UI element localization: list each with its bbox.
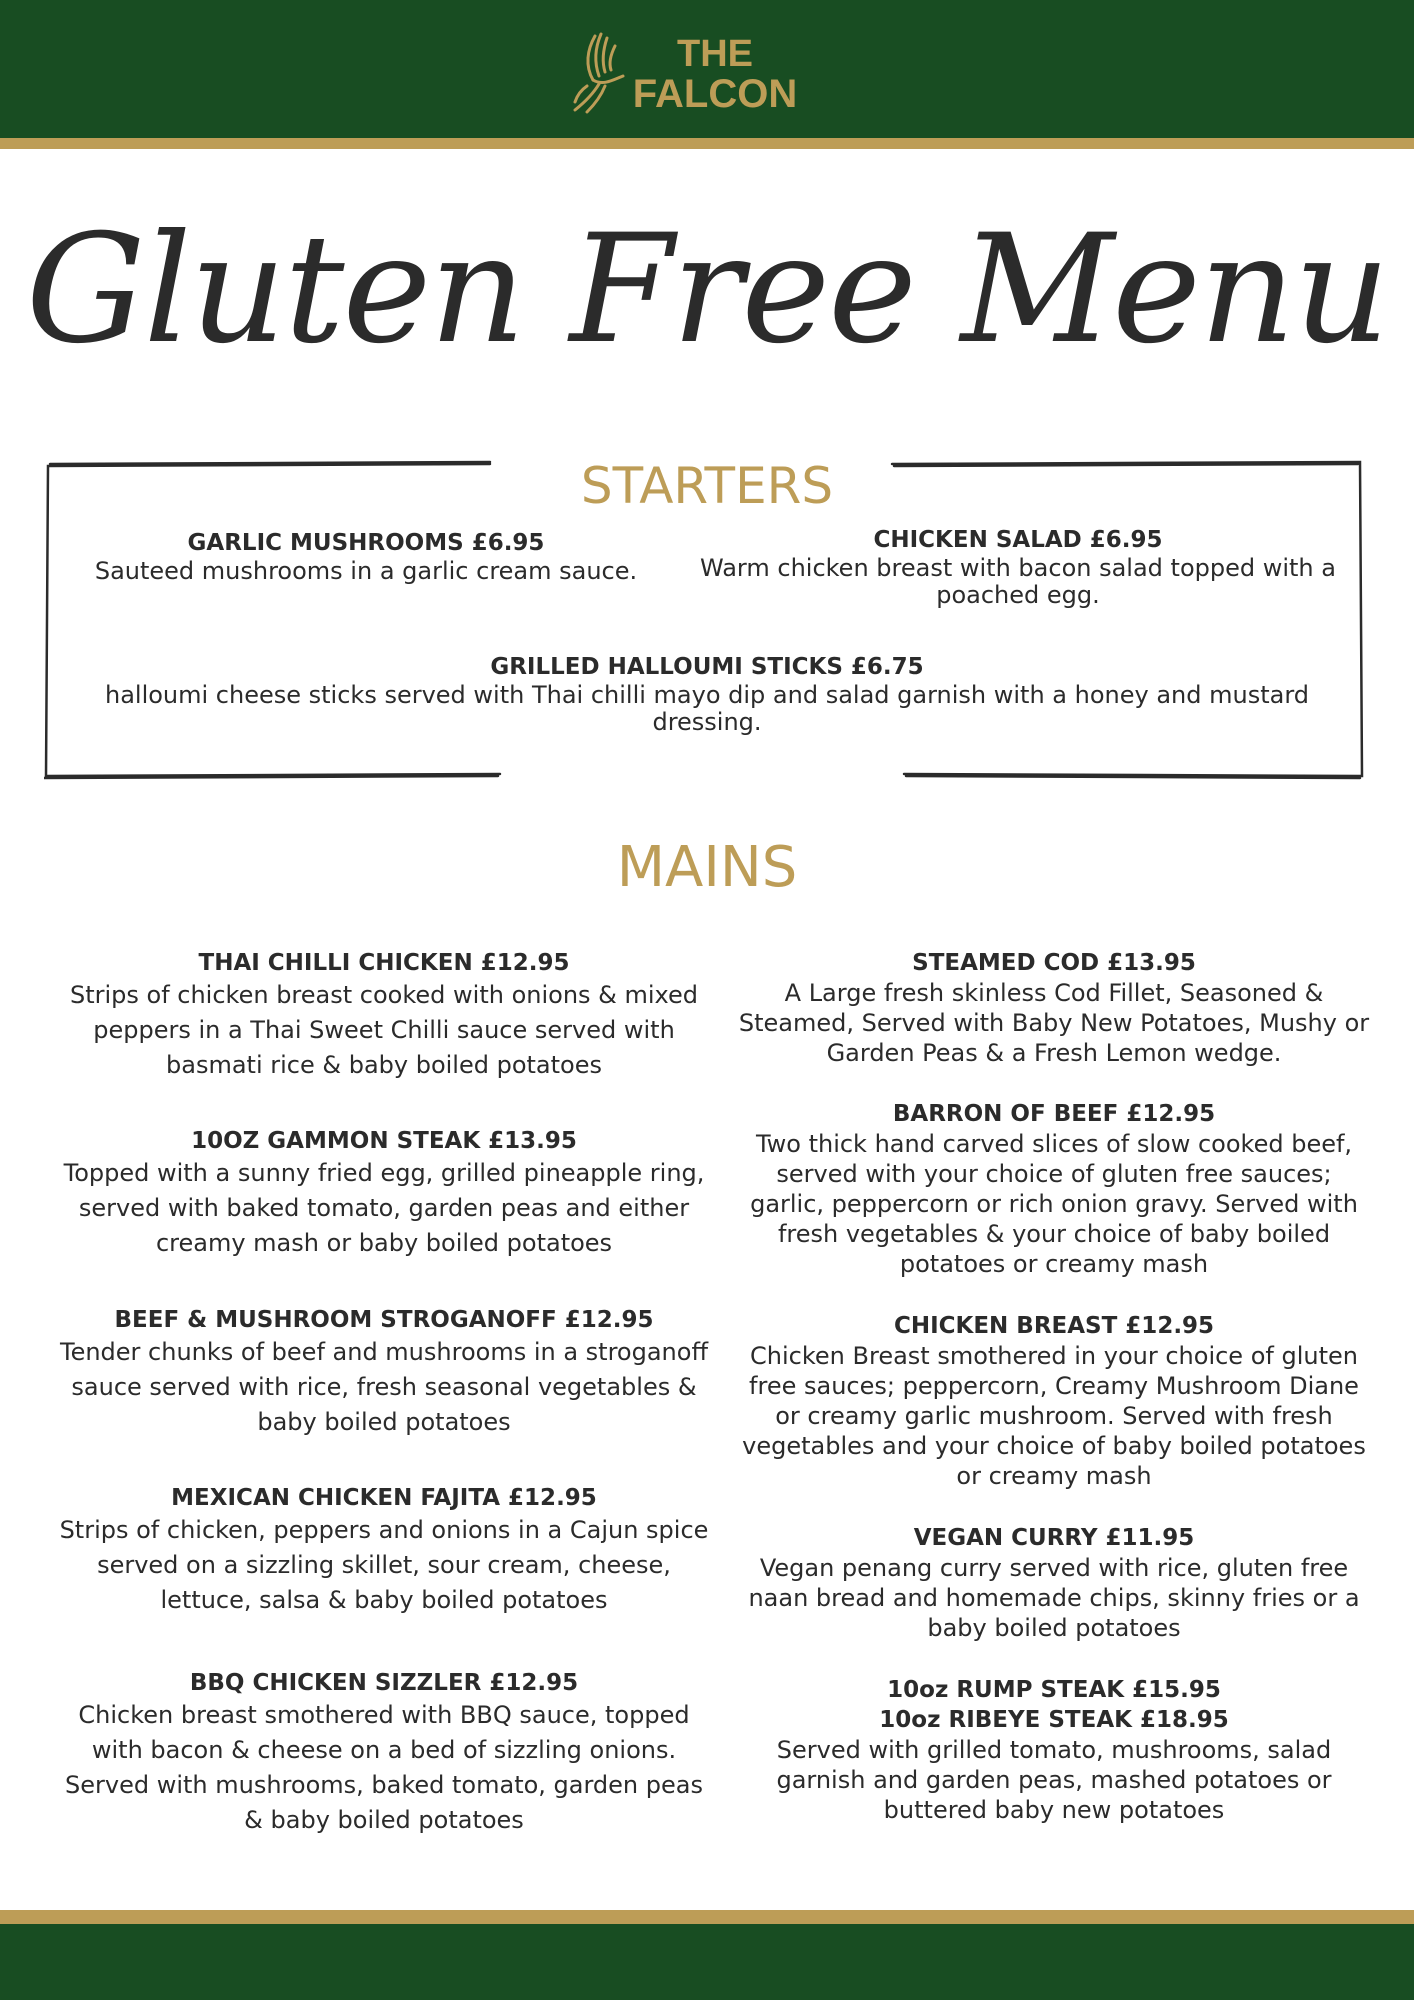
item-name: THAI CHILLI CHICKEN £12.95 <box>198 950 570 976</box>
main-barron-of-beef <box>737 1099 1371 1279</box>
falcon-icon <box>565 28 629 118</box>
menu-title: Gluten Free Menu <box>25 203 1389 377</box>
starter-halloumi-sticks <box>92 652 1322 736</box>
item-name: 10OZ GAMMON STEAK £13.95 <box>191 1128 577 1154</box>
main-thai-chilli-chicken <box>55 948 713 1083</box>
starter-garlic-mushrooms <box>82 528 650 585</box>
footer-bar <box>0 1924 1414 2000</box>
main-vegan-curry <box>737 1523 1371 1643</box>
item-description: Sauteed mushrooms in a garlic cream sauce. <box>94 557 638 585</box>
main-gammon-steak <box>55 1126 713 1261</box>
item-description: A Large fresh skinless Cod Fillet, Seasoned & Steamed, Served with Baby New Potatoes, Mushy or Garden Peas & a Fresh Lemon wedge. <box>738 979 1370 1067</box>
item-name: MEXICAN CHICKEN FAJITA £12.95 <box>171 1485 597 1511</box>
item-description: Served with grilled tomato, mushrooms, salad garnish and garden peas, mashed potatoes or buttered baby new potatoes <box>776 1736 1332 1824</box>
brand-name: THE FALCON <box>632 33 798 116</box>
footer-gold-stripe <box>0 1910 1414 1924</box>
item-description: Vegan penang curry served with rice, gluten free naan bread and homemade chips, skinny fries or a baby boiled potatoes <box>748 1554 1360 1642</box>
item-name: 10oz RUMP STEAK £15.95 <box>887 1677 1221 1703</box>
starters-heading: STARTERS <box>580 457 834 515</box>
item-name: CHICKEN BREAST £12.95 <box>893 1313 1215 1339</box>
item-name: CHICKEN SALAD £6.95 <box>873 527 1163 553</box>
main-chicken-fajita <box>55 1483 713 1618</box>
starter-chicken-salad <box>700 525 1336 609</box>
item-name: BBQ CHICKEN SIZZLER £12.95 <box>189 1670 579 1696</box>
item-name: GARLIC MUSHROOMS £6.95 <box>187 530 545 556</box>
item-name: BARRON OF BEEF £12.95 <box>892 1101 1216 1127</box>
item-description: Two thick hand carved slices of slow cooked beef, served with your choice of gluten free sauces; garlic, peppercorn or rich onion gravy. Served with fresh vegetables & your choice of baby boiled potatoes or creamy mash <box>750 1130 1358 1278</box>
item-name-secondary: 10oz RIBEYE STEAK £18.95 <box>879 1707 1229 1733</box>
item-description: Strips of chicken, peppers and onions in a Cajun spice served on a sizzling skillet, sour cream, cheese, lettuce, salsa & baby boiled potatoes <box>59 1516 709 1614</box>
main-chicken-breast <box>737 1311 1371 1491</box>
item-name: VEGAN CURRY £11.95 <box>913 1525 1195 1551</box>
mains-heading: MAINS <box>616 835 798 900</box>
item-description: Topped with a sunny fried egg, grilled pineapple ring, served with baked tomato, garden peas and either creamy mash or baby boiled potatoes <box>63 1159 705 1257</box>
main-beef-stroganoff <box>55 1305 713 1440</box>
header-gold-stripe <box>0 138 1414 149</box>
item-description: halloumi cheese sticks served with Thai chilli mayo dip and salad garnish with a honey and mustard dressing. <box>104 681 1310 736</box>
main-bbq-chicken-sizzler <box>55 1668 713 1838</box>
item-description: Chicken Breast smothered in your choice of gluten free sauces; peppercorn, Creamy Mushroom Diane or creamy garlic mushroom. Served with fresh vegetables and your choice of baby boiled potatoes or creamy mash <box>742 1342 1366 1490</box>
item-description: Strips of chicken breast cooked with onions & mixed peppers in a Thai Sweet Chilli sauce served with basmati rice & baby boiled potatoes <box>69 981 699 1079</box>
main-steamed-cod <box>737 948 1371 1068</box>
item-description: Chicken breast smothered with BBQ sauce, topped with bacon & cheese on a bed of sizzling onions. Served with mushrooms, baked tomato, garden peas & baby boiled potatoes <box>65 1701 703 1834</box>
item-name: BEEF & MUSHROOM STROGANOFF £12.95 <box>114 1307 654 1333</box>
item-description: Tender chunks of beef and mushrooms in a stroganoff sauce served with rice, fresh seasonal vegetables & baby boiled potatoes <box>60 1338 708 1436</box>
item-description: Warm chicken breast with bacon salad topped with a poached egg. <box>700 554 1336 609</box>
item-name: STEAMED COD £13.95 <box>912 950 1196 976</box>
item-name: GRILLED HALLOUMI STICKS £6.75 <box>490 654 924 680</box>
brand-logo <box>565 28 805 120</box>
main-steaks <box>737 1675 1371 1825</box>
